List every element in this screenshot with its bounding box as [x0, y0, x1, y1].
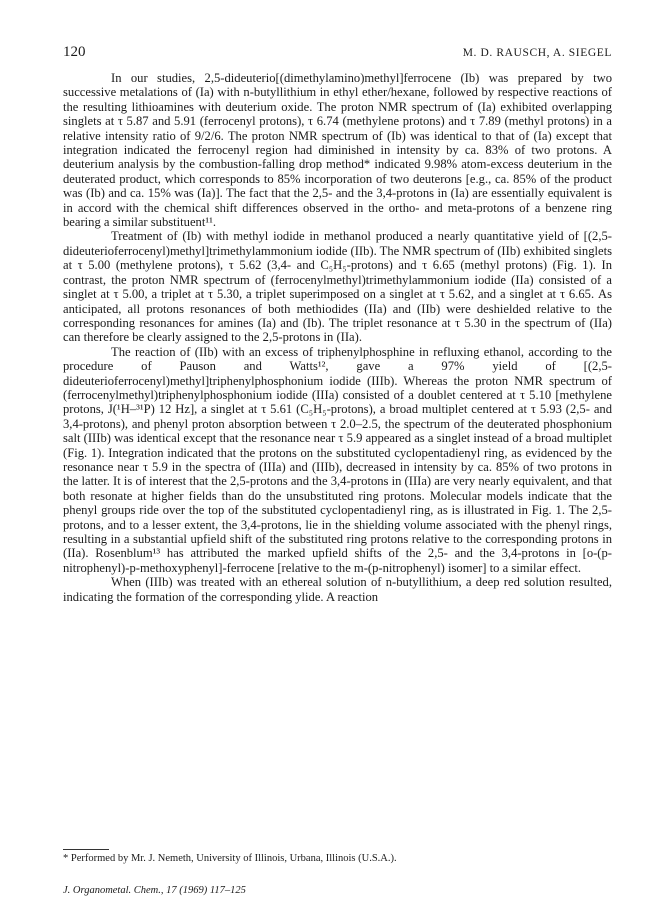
footnote: * Performed by Mr. J. Nemeth, University of Illinois, Urbana, Illinois (U.S.A.).	[63, 853, 397, 864]
journal-citation: J. Organometal. Chem., 17 (1969) 117–125	[63, 885, 246, 896]
paragraph: The reaction of (IIb) with an excess of triphenylphosphine in refluxing ethanol, according to the procedure of Pauson and Watts¹², gave a 97% yield of [(2,5-dideuterioferrocenyl)methyl]triphenylphosphonium iodide (IIIb). Whereas the proton NMR spectrum of (ferrocenylmethyl)triphenylphosphonium iodide (IIIa) consisted of a doublet centered at τ 5.10 [methylene protons, J(¹H–³¹P) 12 Hz], a singlet at τ 5.61 (C₅H₅-protons), a broad multiplet centered at τ 5.93 (2,5- and 3,4-protons), and phenyl proton absorption between τ 2.0–2.5, the spectrum of the deuterated phosphonium salt (IIIb) was identical except that the resonance near τ 5.9 appeared as a singlet instead of a broad multiplet (Fig. 1). Integration indicated that the protons on the substituted cyclopentadienyl ring, as evidenced by the resonance near τ 5.9 in the spectra of (IIIa) and (IIIb), decreased in intensity by ca. 85% of two protons in the latter. It is of interest that the 2,5-protons and the 3,4-protons in (IIIa) are very nearly equivalent, and that both resonate at higher fields than do the unsubstituted ring protons. Molecular models indicate that the phenyl groups ride over the top of the substituted cyclopentadienyl ring, as is illustrated in Fig. 1. The 2,5-protons, and to a lesser extent, the 3,4-protons, lie in the shielding volume associated with the phenyl rings, resulting in a substantial upfield shift of the substituted ring protons relative to the corresponding protons in (IIa). Rosenblum¹³ has attributed the marked upfield shifts of the 2,5- and the 3,4-protons in [o-(p-nitrophenyl)-p-methoxyphenyl]-ferrocene [relative to the m-(p-nitrophenyl) isomer] to a similar effect.	[63, 344, 612, 575]
paragraph: Treatment of (Ib) with methyl iodide in methanol produced a nearly quantitative yield of [(2,5-dideuterioferrocenyl)methyl]trimethylammonium iodide (IIb). The NMR spectrum of (IIb) exhibited singlets at τ 5.00 (methylene protons), τ 5.62 (3,4- and C₅H₅-protons) and τ 6.65 (methyl protons) (Fig. 1). In contrast, the proton NMR spectrum of (ferrocenylmethyl)trimethylammonium iodide (IIa) consisted of a singlet at τ 5.00, a triplet at τ 5.30, a triplet superimposed on a singlet at τ 5.62, and a singlet at τ 6.65. As anticipated, all protons resonances of both methiodides (IIa) and (IIb) were deshielded relative to the corresponding resonances for amines (Ia) and (Ib). The triplet resonance at τ 5.30 in the spectrum of (IIa) can therefore be clearly assigned to the 2,5-protons in (IIa).	[63, 229, 612, 345]
article-body	[63, 71, 612, 604]
page-number: 120	[63, 44, 86, 60]
running-head-authors: M. D. RAUSCH, A. SIEGEL	[462, 47, 612, 59]
paragraph: When (IIIb) was treated with an ethereal solution of n-butyllithium, a deep red solution resulted, indicating the formation of the corresponding ylide. A reaction	[63, 575, 612, 604]
paragraph: In our studies, 2,5-dideuterio[(dimethylamino)methyl]ferrocene (Ib) was prepared by two successive metalations of (Ia) with n-butyllithium in ethyl ether/hexane, followed by respective reactions of the resulting lithioamines with deuterium oxide. The proton NMR spectrum of (Ia) exhibited overlapping singlets at τ 5.87 and 5.91 (ferrocenyl protons), τ 6.74 (methylene protons) and τ 7.89 (methyl protons) in a relative intensity ratio of 9/2/6. The proton NMR spectrum of (Ib) was identical to that of (Ia) except that integration indicated the ferrocenyl region had diminished in intensity by ca. 83% of two protons. A deuterium analysis by the combustion-falling drop method* indicated 9.98% atom-excess deuterium in the deuterated product, which corresponds to 85% incorporation of two deuterons [e.g., ca. 85% of the product was (Ib) and ca. 15% was (Ia)]. The fact that the 2,5- and the 3,4-protons in (Ia) are essentially equivalent is in accord with the chemical shift differences observed in the ortho- and meta-protons of a benzene ring bearing a similar substituent¹¹.	[63, 71, 612, 230]
running-header	[63, 44, 612, 61]
footnote-divider	[63, 849, 109, 850]
